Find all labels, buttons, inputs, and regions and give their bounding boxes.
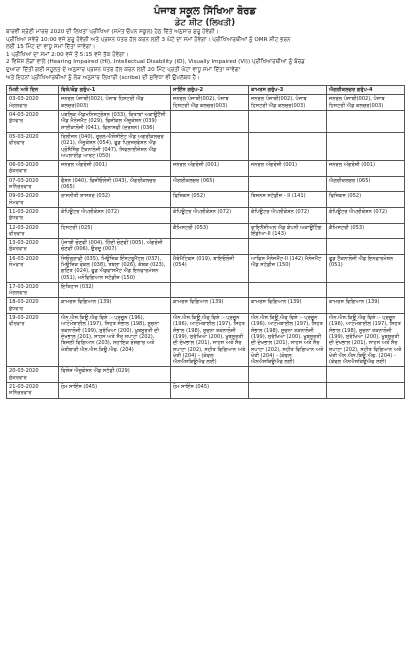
subject-cell-group-2: ਜਨਰਲ ਪੰਜਾਬੀ(002), ਪੰਜਾਬ ਹਿਸਟਰੀ ਐਂਡ ਕਲਚਰ(003) <box>171 95 249 111</box>
sheet-subtitle: ਡੇਟ ਸ਼ੀਟ (ਲਿਖਤੀ) <box>174 18 236 28</box>
subject-cell-group-4: ਜਨਰਲ ਅੰਗਰੇਜ਼ੀ (001) <box>327 161 405 177</box>
subject-cell-group-4 <box>327 132 405 160</box>
instruction-line: ਦੁਆਰਾ ਦਿੱਤੀ ਗਈ ਸਹੂਲਤ ਦੇ ਅਨੁਸਾਰ ਪ੍ਰਸ਼ਨ ਪੱਤਰ ਹੱਲ ਕਰਨ ਲਈ 20 ਮਿੰਟ ਪ੍ਰਤੀ ਘੰਟਾ ਵਾਧੂ ਸਮਾਂ ਦਿੱਤਾ ਜਾਵੇਗਾ <box>6 66 241 73</box>
column-header-group-2: ਸਾਇੰਸ ਗਰੁੱਪ-2 <box>171 86 249 95</box>
exam-date: 06-03-2020 <box>9 162 39 169</box>
exam-date: 21-03-2020 <box>9 384 39 391</box>
subject-cell-group-1: ਪਬਲਿਕ ਐਡਮਨਿਸਟ੍ਰੇਸ਼ਨ (033), ਕਿਤਾਬਾਂ ਅਕਾਊਂਟੈਂਸੀ ਐਂਡ ਮੈਨੇਜਮੈਂਟ (029), ਫਿਜ਼ੀਕਲ ਐਜੂਕੇਸ਼ਨ (039) ਸਾਈਕਾਲੋਜੀ (041), ਫਿਲਾਸਫੀ (ਦਰਸ਼ਨ) (036) <box>59 111 171 133</box>
subject-cell-group-3: ਐਨ.ਐਸ.ਕਿਊ.ਐਫ ਵਿਸ਼ੇ :- ਪ੍ਰਚੂਨ (196), ਆਟੋਮੋਬਾਈਲ (197), ਸਿਹਤ ਸੰਭਾਲ (198), ਸੂਚਨਾ ਤਕਨਾਲੋਜੀ (199), ਸੁਰੱਖਿਆ (200), ਖੂਬਸੂਰਤੀ ਦੀ ਦੇਖਭਾਲ (201), ਸਾਹਸ ਅਤੇ ਸੈਰ ਸਪਾਟਾ (202), ਸਹੀਤ ਵਿਗਿਆਨ ਅਤੇ ਖੇਤੀ (204) - (ਕੇਵਲ ਐਨਐਸਕਿਊਐਫ ਲਈ) <box>249 314 327 367</box>
subject-cell-group-2 <box>171 367 249 383</box>
subject-cell-group-3 <box>249 282 327 298</box>
exam-day: ਸ਼ੁੱਕਰਵਾਰ <box>9 246 27 253</box>
subject-cell-group-4: ਕਾਮਰਸ ਵਿਗਿਆਨ (139) <box>327 298 405 314</box>
table-row <box>7 282 405 298</box>
subject-cell-group-4 <box>327 367 405 383</box>
subject-cell-group-4: ਜਨਰਲ ਪੰਜਾਬੀ(002), ਪੰਜਾਬ ਹਿਸਟਰੀ ਐਂਡ ਕਲਚਰ(003) <box>327 95 405 111</box>
exam-date: 13-03-2020 <box>9 240 39 247</box>
exam-day: ਸੋਮਵਾਰ <box>9 261 24 268</box>
subject-cell-group-2 <box>171 132 249 160</box>
table-row <box>7 111 405 133</box>
table-header-row <box>7 86 405 95</box>
subject-cell-group-3: ਕਾਮਰਸ ਵਿਗਿਆਨ (139) <box>249 298 327 314</box>
exam-day: ਸ਼ੁੱਕਰਵਾਰ <box>9 374 27 381</box>
exam-date: 16-03-2020 <box>9 255 39 262</box>
subject-cell-group-1: ਕਾਮਰਸ ਵਿਗਿਆਨ (139) <box>59 298 171 314</box>
date-cell <box>7 207 59 223</box>
exam-date: 19-03-2020 <box>9 315 39 322</box>
subject-cell-group-2: ਐਗਰੀਕਲਚਰ (065) <box>171 176 249 192</box>
subject-cell-group-1: ਜਿਓਗ੍ਰਾਫੀ (035), ਮਿਊਜ਼ਿਕ ਇੰਸਟਰੂਮੈਂਟਲ (037), ਮਿਊਜ਼ਿਕ ਵੋਕਲ (038), ਤਬਲਾ (026), ਕੱਥਕ (023), ਗਣਿਤ (024), ਫੂਡ ਐਡਵਾਂਸਮੈਂਟ ਐਂਡ ਇਨਫਾਰਮੇਸ਼ਨ (051), ਮਨੋਵਿਗਿਆਨ ਸਟੱਡੀਜ਼ (150) <box>59 254 171 282</box>
exam-day: ਬੁੱਧਵਾਰ <box>9 118 24 125</box>
table-row <box>7 95 405 111</box>
exam-date: 07-03-2020 <box>9 177 39 184</box>
exam-day: ਵੀਰਵਾਰ <box>9 230 25 237</box>
subject-cell-group-3: ਜਨਰਲ ਪੰਜਾਬੀ(002), ਪੰਜਾਬ ਹਿਸਟਰੀ ਐਂਡ ਕਲਚਰ(003) <box>249 95 327 111</box>
date-cell <box>7 223 59 239</box>
exam-day: ਬੁੱਧਵਾਰ <box>9 305 24 312</box>
exam-day: ਬੁੱਧਵਾਰ <box>9 215 24 222</box>
instructions <box>6 29 404 82</box>
table-row <box>7 254 405 282</box>
subject-cell-group-2: ਕੰਪਿਊਟਰ ਐਪਲੀਕੇਸ਼ਨ (072) <box>171 207 249 223</box>
document-header <box>6 6 404 29</box>
subject-cell-group-1: ਇਤਿਹਾਸ (032) <box>59 282 171 298</box>
subject-cell-group-4: ਫੂਡ ਟੈਕਨਾਲੋਜੀ ਐਂਡ ਇਨਫਾਰਮੇਸ਼ਨ (051) <box>327 254 405 282</box>
subject-cell-group-4 <box>327 239 405 255</box>
exam-date: 17-03-2020 <box>9 283 39 290</box>
date-cell <box>7 161 59 177</box>
subject-cell-group-4 <box>327 111 405 133</box>
date-cell <box>7 95 59 111</box>
subject-cell-group-4: ਕੈਮਿਸਟਰੀ (053) <box>327 223 405 239</box>
column-header-group-1: ਵਿਸ਼ੇ/ਕੋਡ ਗਰੁੱਪ-1 <box>59 86 171 95</box>
exam-day: ਮੰਗਲਵਾਰ <box>9 290 28 297</box>
date-cell <box>7 367 59 383</box>
schedule-table <box>6 85 405 398</box>
subject-cell-group-1: ਐਨ.ਐਸ.ਕਿਊ.ਐਫ ਵਿਸ਼ੇ :- ਪ੍ਰਚੂਨ (196), ਆਟੋਮੋਬਾਈਲ (197), ਸਿਹਤ ਸੰਭਾਲ (198), ਸੂਚਨਾ ਤਕਨਾਲੋਜੀ (199), ਸੁਰੱਖਿਆ (200), ਖੂਬਸੂਰਤੀ ਦੀ ਦੇਖਭਾਲ (201), ਸਾਹਸ ਅਤੇ ਸੈਰ ਸਪਾਟਾ (202), ਬਿਜਲੀ ਵਿਗਿਆਨ (203), ਸਹਾਇਕ ਰੋਜ਼ਗਾਰ ਅਤੇ ਖੇਤੀਬਾੜੀ ਐਨ.ਐਸ.ਕਿਊ.ਐਫ. (204) <box>59 314 171 367</box>
subject-cell-group-3: ਬਿਜ਼ਨਸ ਸਟੱਡੀਜ਼ - II (141) <box>249 192 327 208</box>
date-cell <box>7 254 59 282</box>
instruction-line: ਬਾਰਵੀਂ ਸ਼੍ਰੇਣੀ ਮਾਰਚ 2020 ਦੀ ਲਿਖਤਾ ਪ੍ਰੀਖਿਆ (ਸਮੇਤ ਓਪਨ ਸਕੂਲ) ਹੇਠ ਦਿੱਤੇ ਅਨੁਸਾਰ ਸ਼ੁਰੂ ਹੋਵੇਗੀ। <box>6 29 219 35</box>
subject-cell-group-3 <box>249 383 327 399</box>
table-row <box>7 223 405 239</box>
date-cell <box>7 176 59 192</box>
exam-date: 11-03-2020 <box>9 208 39 215</box>
exam-date: 03-03-2020 <box>9 96 39 103</box>
date-cell <box>7 383 59 399</box>
subject-cell-group-1: ਹਿਸਟਰੀ (025) <box>59 223 171 239</box>
instruction-line: ਅਤੇ ਇਹਨਾਂ ਪ੍ਰੀਖਿਆਰਥੀਆਂ ਨੂੰ ਲੋੜ ਅਨੁਸਾਰ ਲਿਖਾਰੀ (scribe) ਦੀ ਸੁਵਿਧਾ ਵੀ ਉਪਲੱਬਧ ਹੈ। <box>6 74 200 81</box>
subject-cell-group-2 <box>171 239 249 255</box>
subject-cell-group-4: ਐਗਰੀਕਲਚਰ (065) <box>327 176 405 192</box>
exam-day: ਸ਼ਨਿੱਚਰਵਾਰ <box>9 184 32 191</box>
table-row <box>7 207 405 223</box>
subject-cell-group-3 <box>249 239 327 255</box>
subject-cell-group-3 <box>249 367 327 383</box>
exam-day: ਸ਼ਨਿੱਚਰਵਾਰ <box>9 390 32 397</box>
table-row <box>7 192 405 208</box>
subject-cell-group-2: ਐਨ.ਐਸ.ਕਿਊ.ਐਫ ਵਿਸ਼ੇ :- ਪ੍ਰਚੂਨ (196), ਆਟੋਮੋਬਾਈਲ (197), ਸਿਹਤ ਸੰਭਾਲ (198), ਸੂਚਨਾ ਤਕਨਾਲੋਜੀ (199), ਸੁਰੱਖਿਆ (200), ਖੂਬਸੂਰਤੀ ਦੀ ਦੇਖਭਾਲ (201), ਸਾਹਸ ਅਤੇ ਸੈਰ ਸਪਾਟਾ (202), ਸਹੀਤ ਵਿਗਿਆਨ ਅਤੇ ਖੇਤੀ (204) - (ਕੇਵਲ ਐਨਐਸਕਿਊਐਫ ਲਈ) <box>171 314 249 367</box>
exam-date: 12-03-2020 <box>9 224 39 231</box>
exam-day: ਸ਼ੁੱਕਰਵਾਰ <box>9 168 27 175</box>
date-cell <box>7 239 59 255</box>
board-title: ਪੰਜਾਬ ਸਕੂਲ ਸਿੱਖਿਆ ਬੋਰਡ <box>153 6 257 17</box>
subject-cell-group-2: ਮੈਥੇਮੈਟਿਕਸ (019), ਬਾਇਓਲੋਜੀ (054) <box>171 254 249 282</box>
instruction-line: 1 ਪ੍ਰੀਖਿਆ ਦਾ ਸਮਾਂ 2:00 ਵਜੇ ਤੋਂ 5:15 ਵਜੇ ਤੱਕ ਹੋਵੇਗਾ। <box>6 51 129 58</box>
table-body <box>7 95 405 398</box>
exam-day: ਵੀਰਵਾਰ <box>9 321 25 328</box>
subject-cell-group-1: ਰਾਜਨੀਤੀ ਸ਼ਾਸਤਰ (032) <box>59 192 171 208</box>
subject-cell-group-3 <box>249 111 327 133</box>
instruction-line: ਪ੍ਰੀਖਿਆ ਸਵੇਰੇ 10:00 ਵਜੇ ਸ਼ੁਰੂ ਹੋਵੇਗੀ ਅਤੇ ਪ੍ਰਸ਼ਨ ਪੱਤਰ ਹੱਲ ਕਰਨ ਲਈ 3 ਘੰਟੇ ਦਾ ਸਮਾਂ ਹੋਵੇਗਾ। ਪ੍ਰੀਖਿਆਰਥੀਆਂ ਨੂੰ OMR ਸ਼ੀਟ ਭਰਨ <box>6 36 291 43</box>
subject-cell-group-1: ਕੰਪਿਊਟਰ ਐਪਲੀਕੇਸ਼ਨ (072) <box>59 207 171 223</box>
subject-cell-group-4: ਕੰਪਿਊਟਰ ਐਪਲੀਕੇਸ਼ਨ (072) <box>327 207 405 223</box>
date-cell <box>7 111 59 133</box>
subject-cell-group-2: ਕਾਮਰਸ ਵਿਗਿਆਨ (139) <box>171 298 249 314</box>
table-row <box>7 314 405 367</box>
exam-day: ਸੋਮਵਾਰ <box>9 199 24 206</box>
table-row <box>7 176 405 192</box>
subject-cell-group-1: ਰਿਲੀਜਨ (040), ਰੂਰਲ-ਐਸੋਸੀਏਟ ਐਂਡ ਅਗਰੀਕਲਚਰ (021), ਐਜੂਕੇਸ਼ਨ (054), ਫੂਡ ਪ੍ਰਿਜ਼ਰਵੇਸ਼ਨ ਐਂਡ ਪ੍ਰੋਸੈਸਿੰਗ ਟੈਕਨਾਲੋਜੀ (047), ਸਿਵਲਾਈਜ਼ੇਸ਼ਨ ਐਂਡ ਅਪਲਾਈਡ ਆਰਟ (050) <box>59 132 171 160</box>
table-row <box>7 239 405 255</box>
table-row <box>7 132 405 160</box>
subject-cell-group-1: ਜਨਰਲ ਅੰਗਰੇਜ਼ੀ (001) <box>59 161 171 177</box>
subject-cell-group-3: ਆਫਿਸ ਮੈਨੇਜਮੈਂਟ-II (142) ਮੈਨੇਜਮੈਂਟ ਐਂਡ ਸਟੱਡੀਜ਼ (150) <box>249 254 327 282</box>
exam-day: ਮੰਗਲਵਾਰ <box>9 102 28 109</box>
subject-cell-group-2: ਕੈਮਿਸਟਰੀ (053) <box>171 223 249 239</box>
date-cell <box>7 192 59 208</box>
column-header-group-4: ਐਗਰੀਕਲਚਰ ਗਰੁੱਪ-4 <box>327 86 405 95</box>
table-row <box>7 367 405 383</box>
subject-cell-group-1: ਹੋਮ ਸਾਇੰਸ (045) <box>59 383 171 399</box>
subject-cell-group-2 <box>171 282 249 298</box>
table-row <box>7 383 405 399</box>
exam-date: 20-03-2020 <box>9 368 39 375</box>
subject-cell-group-4 <box>327 383 405 399</box>
subject-cell-group-4 <box>327 282 405 298</box>
subject-cell-group-1: ਫੈਸ਼ਨ (040), ਫਿਜ਼ੀਓਲੋਜੀ (043), ਐਗਰੀਕਲਚਰ (065) <box>59 176 171 192</box>
subject-cell-group-4: ਫਿਜ਼ਿਕਸ (052) <box>327 192 405 208</box>
table-row <box>7 161 405 177</box>
exam-date: 05-03-2020 <box>9 133 39 140</box>
subject-cell-group-2: ਜਨਰਲ ਅੰਗਰੇਜ਼ੀ (001) <box>171 161 249 177</box>
column-header-group-3: ਕਾਮਰਸ ਗਰੁੱਪ-3 <box>249 86 327 95</box>
exam-date: 09-03-2020 <box>9 193 39 200</box>
date-cell <box>7 314 59 367</box>
date-cell <box>7 282 59 298</box>
exam-date: 18-03-2020 <box>9 299 39 306</box>
subject-cell-group-1: ਪੰਜਾਬੀ ਚੋਣਵੀਂ (004), ਹਿੰਦੀ ਚੋਣਵੀਂ (005), ਅੰਗਰੇਜ਼ੀ ਚੋਣਵੀਂ (006), ਉਰਦੂ (007) <box>59 239 171 255</box>
subject-cell-group-3: ਫਾਇਨੈਂਸ਼ੀਅਲ ਐਂਡ ਕੰਪਨੀ ਅਕਾਊਂਟਿੰਗ ਇੰਡੀਆ-II (143) <box>249 223 327 239</box>
subject-cell-group-2: ਹੋਮ ਸਾਇੰਸ (045) <box>171 383 249 399</box>
date-cell <box>7 132 59 160</box>
exam-day: ਵੀਰਵਾਰ <box>9 140 25 147</box>
instruction-line: ਲਈ 15 ਮਿੰਟ ਦਾ ਵਾਧੂ ਸਮਾਂ ਦਿੱਤਾ ਜਾਵੇਗਾ। <box>6 44 96 51</box>
subject-cell-group-3 <box>249 176 327 192</box>
subject-cell-group-3: ਜਨਰਲ ਅੰਗਰੇਜ਼ੀ (001) <box>249 161 327 177</box>
subject-cell-group-1: ਜਨਰਲ ਪੰਜਾਬੀ(002), ਪੰਜਾਬ ਹਿਸਟਰੀ ਐਂਡ ਕਲਚਰ(003) <box>59 95 171 111</box>
instruction-line: 2 ਵਿਸ਼ੇਸ਼ ਲੋੜਾਂ ਵਾਲੇ (Hearing Impaired (HI), Intellectual Disability (ID), Visually Impaired (VI)) ਪ੍ਰੀਖਿਆਰਥੀਆਂ ਨੂੰ ਬੋਰਡ <box>6 59 305 66</box>
subject-cell-group-1: ਵਿਸ਼ੇਸ਼ ਐਜੂਕੇਸ਼ਨ ਐਂਡ ਸਟੱਡੀ (029) <box>59 367 171 383</box>
subject-cell-group-2 <box>171 111 249 133</box>
subject-cell-group-3 <box>249 132 327 160</box>
exam-date: 04-03-2020 <box>9 112 39 119</box>
subject-cell-group-2: ਫਿਜ਼ਿਕਸ (052) <box>171 192 249 208</box>
column-header-date: ਮਿਤੀ ਅਤੇ ਦਿਨ <box>7 86 59 95</box>
subject-cell-group-4: ਐਨ.ਐਸ.ਕਿਊ.ਐਫ ਵਿਸ਼ੇ :- ਪ੍ਰਚੂਨ (196), ਆਟੋਮੋਬਾਈਲ (197), ਸਿਹਤ ਸੰਭਾਲ (198), ਸੂਚਨਾ ਤਕਨਾਲੋਜੀ (199), ਸੁਰੱਖਿਆ (200), ਖੂਬਸੂਰਤੀ ਦੀ ਦੇਖਭਾਲ (201), ਸਾਹਸ ਅਤੇ ਸੈਰ ਸਪਾਟਾ (202), ਸਹੀਤ ਵਿਗਿਆਨ ਅਤੇ ਖੇਤੀ ਐਨ.ਐਸ.ਕਿਊ.ਐਫ. (204) - (ਕੇਵਲ ਐਨਐਸਕਿਊਐਫ ਲਈ) <box>327 314 405 367</box>
subject-cell-group-3: ਕੰਪਿਊਟਰ ਐਪਲੀਕੇਸ਼ਨ (072) <box>249 207 327 223</box>
table-row <box>7 298 405 314</box>
date-cell <box>7 298 59 314</box>
